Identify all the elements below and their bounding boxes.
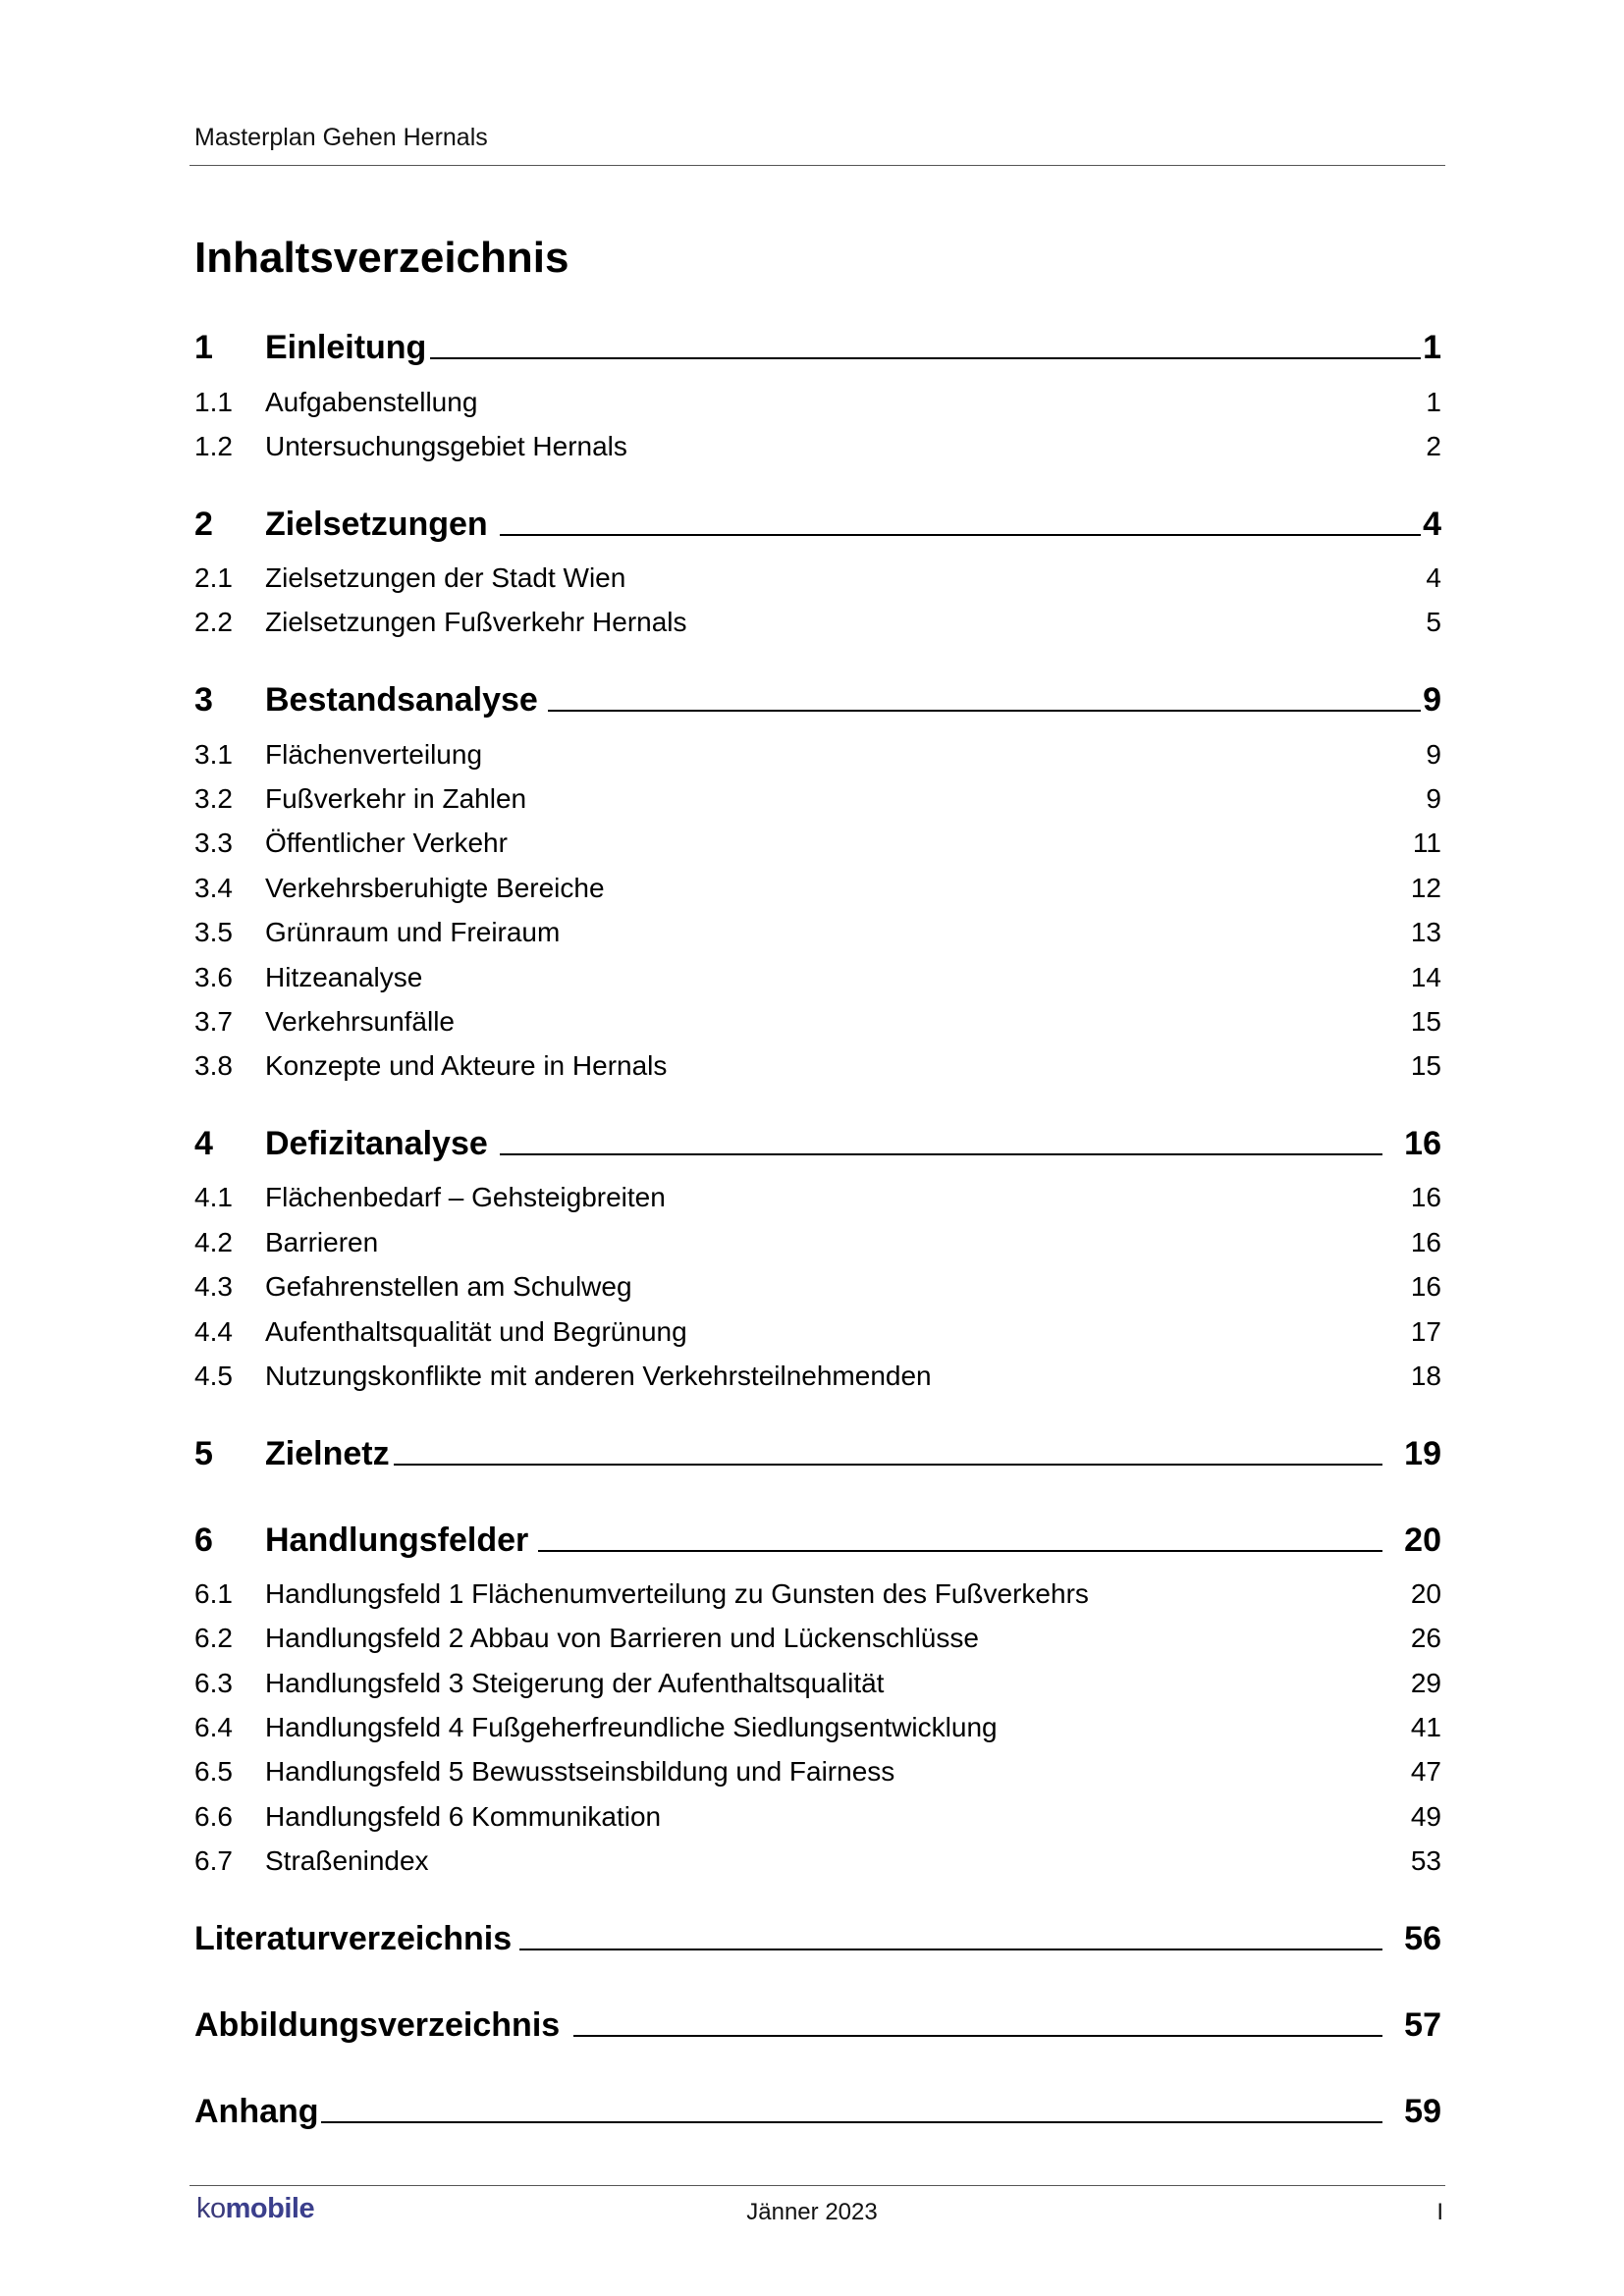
toc-entry-page: 12 [1410,873,1441,903]
toc-title: Inhaltsverzeichnis [194,234,569,282]
toc-entry-number: 1 [194,329,213,366]
toc-entry-page: 16 [1404,1125,1441,1162]
toc-entry-page: 56 [1404,1920,1441,1957]
toc-entry-label: Verkehrsberuhigte Bereiche [265,873,605,903]
toc-entry-page: 41 [1410,1712,1441,1742]
toc-section-entry[interactable] [194,1178,1441,1213]
toc-entry-page: 13 [1410,917,1441,947]
toc-entry-page: 20 [1410,1578,1441,1609]
toc-chapter-entry[interactable] [194,1428,1441,1473]
toc-entry-number: 4 [194,1125,213,1162]
toc-entry-page: 59 [1404,2093,1441,2130]
toc-chapter-entry[interactable] [194,2086,1441,2131]
toc-chapter-entry[interactable] [194,1515,1441,1560]
toc-entry-label: Aufgabenstellung [265,387,478,417]
toc-entry-page: 47 [1410,1756,1441,1787]
toc-entry-number: 3.8 [194,1050,233,1081]
toc-chapter-entry[interactable] [194,1118,1441,1163]
toc-section-entry[interactable] [194,958,1441,993]
toc-entry-page: 16 [1410,1182,1441,1212]
toc-entry-number: 6.7 [194,1845,233,1876]
toc-section-entry[interactable] [194,1312,1441,1348]
toc-leader-line [394,1464,1383,1466]
toc-entry-number: 1.1 [194,387,233,417]
toc-section-entry[interactable] [194,1575,1441,1610]
toc-entry-label: Handlungsfeld 2 Abbau von Barrieren und Lückenschlüsse [265,1623,979,1653]
toc-entry-page: 11 [1412,828,1441,858]
toc-section-entry[interactable] [194,779,1441,815]
toc-entry-label: Konzepte und Akteure in Hernals [265,1050,668,1081]
toc-entry-label: Anhang [194,2093,319,2130]
toc-entry-number: 2.2 [194,607,233,637]
toc-entry-page: 15 [1410,1006,1441,1037]
toc-section-entry[interactable] [194,1842,1441,1877]
toc-entry-label: Grünraum und Freiraum [265,917,561,947]
toc-leader-line [500,534,1421,536]
toc-entry-page: 20 [1404,1522,1441,1559]
toc-section-entry[interactable] [194,1267,1441,1303]
page-header-title: Masterplan Gehen Hernals [194,124,488,151]
toc-entry-page: 57 [1404,2006,1441,2044]
toc-entry-label: Defizitanalyse [265,1125,488,1162]
toc-entry-number: 6 [194,1522,213,1559]
toc-entry-number: 4.3 [194,1271,233,1302]
toc-section-entry[interactable] [194,1797,1441,1833]
logo-text-ko: ko [196,2193,226,2224]
toc-entry-page: 53 [1410,1845,1441,1876]
toc-entry-page: 2 [1426,431,1441,461]
toc-section-entry[interactable] [194,1357,1441,1392]
toc-section-entry[interactable] [194,735,1441,771]
toc-entry-label: Fußverkehr in Zahlen [265,783,527,814]
table-of-contents [194,0,1441,2296]
toc-section-entry[interactable] [194,1752,1441,1788]
toc-entry-page: 16 [1410,1271,1441,1302]
toc-entry-number: 3.3 [194,828,233,858]
toc-leader-line [500,1153,1382,1155]
toc-leader-line [519,1949,1382,1950]
toc-section-entry[interactable] [194,559,1441,594]
toc-section-entry[interactable] [194,1002,1441,1038]
toc-entry-page: 9 [1426,739,1441,770]
toc-entry-page: 9 [1426,783,1441,814]
toc-entry-number: 3.1 [194,739,233,770]
toc-entry-number: 3.6 [194,962,233,992]
toc-entry-label: Zielsetzungen der Stadt Wien [265,562,626,593]
toc-section-entry[interactable] [194,1046,1441,1082]
toc-entry-label: Handlungsfeld 1 Flächenumverteilung zu Gunsten des Fußverkehrs [265,1578,1089,1609]
toc-entry-label: Untersuchungsgebiet Hernals [265,431,627,461]
toc-entry-number: 6.2 [194,1623,233,1653]
toc-entry-page: 1 [1423,329,1441,366]
toc-entry-number: 4.5 [194,1361,233,1391]
toc-section-entry[interactable] [194,427,1441,462]
toc-entry-page: 18 [1410,1361,1441,1391]
toc-entry-label: Handlungsfeld 5 Bewusstseinsbildung und Fairness [265,1756,895,1787]
toc-leader-line [430,357,1421,359]
toc-entry-page: 49 [1410,1801,1441,1832]
toc-entry-number: 4.2 [194,1227,233,1257]
toc-entry-number: 3.5 [194,917,233,947]
toc-leader-line [548,710,1421,712]
toc-entry-page: 16 [1410,1227,1441,1257]
toc-entry-number: 6.3 [194,1668,233,1698]
footer-date: Jänner 2023 [746,2199,878,2225]
toc-leader-line [538,1550,1382,1552]
toc-entry-page: 9 [1423,681,1441,719]
toc-entry-page: 26 [1410,1623,1441,1653]
toc-entry-label: Zielnetz [265,1435,390,1472]
toc-entry-label: Handlungsfeld 6 Kommunikation [265,1801,662,1832]
toc-entry-number: 3 [194,681,213,719]
toc-entry-page: 4 [1423,506,1441,543]
toc-entry-number: 2.1 [194,562,233,593]
toc-entry-number: 1.2 [194,431,233,461]
toc-entry-number: 2 [194,506,213,543]
toc-entry-page: 17 [1410,1316,1441,1347]
toc-entry-number: 5 [194,1435,213,1472]
toc-entry-label: Hitzeanalyse [265,962,423,992]
toc-entry-number: 4.4 [194,1316,233,1347]
toc-entry-label: Literaturverzeichnis [194,1920,513,1957]
toc-entry-label: Aufenthaltsqualität und Begrünung [265,1316,687,1347]
toc-section-entry[interactable] [194,824,1441,859]
toc-entry-number: 6.5 [194,1756,233,1787]
toc-entry-number: 4.1 [194,1182,233,1212]
toc-entry-page: 29 [1410,1668,1441,1698]
toc-section-entry[interactable] [194,1664,1441,1699]
toc-entry-label: Nutzungskonflikte mit anderen Verkehrsteilnehmenden [265,1361,932,1391]
toc-section-entry[interactable] [194,603,1441,638]
toc-entry-page: 1 [1426,387,1441,417]
toc-leader-line [573,2035,1382,2037]
toc-entry-page: 19 [1404,1435,1441,1472]
toc-entry-number: 3.4 [194,873,233,903]
toc-chapter-entry[interactable] [194,499,1441,544]
footer-page-number: I [1436,2199,1443,2225]
toc-entry-page: 14 [1410,962,1441,992]
toc-leader-line [321,2121,1383,2123]
toc-entry-label: Verkehrsunfälle [265,1006,456,1037]
toc-entry-label: Straßenindex [265,1845,429,1876]
logo-text-mobile: mobile [225,2193,315,2224]
toc-entry-number: 6.1 [194,1578,233,1609]
toc-entry-label: Handlungsfeld 4 Fußgeherfreundliche Siedlungsentwicklung [265,1712,998,1742]
toc-entry-number: 3.2 [194,783,233,814]
toc-chapter-entry[interactable] [194,322,1441,367]
toc-entry-number: 6.4 [194,1712,233,1742]
toc-entry-label: Abbildungsverzeichnis [194,2006,561,2044]
toc-entry-page: 4 [1426,562,1441,593]
toc-chapter-entry[interactable] [194,1913,1441,1958]
toc-section-entry[interactable] [194,1223,1441,1258]
toc-entry-label: Flächenverteilung [265,739,483,770]
toc-entry-label: Handlungsfelder [265,1522,529,1559]
toc-section-entry[interactable] [194,1619,1441,1654]
toc-entry-label: Gefahrenstellen am Schulweg [265,1271,632,1302]
toc-section-entry[interactable] [194,913,1441,948]
footer-divider [189,2185,1445,2186]
toc-section-entry[interactable] [194,1708,1441,1743]
toc-section-entry[interactable] [194,869,1441,904]
toc-entry-label: Barrieren [265,1227,379,1257]
toc-entry-label: Flächenbedarf – Gehsteigbreiten [265,1182,666,1212]
toc-entry-page: 5 [1426,607,1441,637]
toc-entry-label: Zielsetzungen [265,506,488,543]
toc-entry-number: 6.6 [194,1801,233,1832]
toc-entry-label: Handlungsfeld 3 Steigerung der Aufenthaltsqualität [265,1668,885,1698]
toc-entry-number: 3.7 [194,1006,233,1037]
toc-entry-label: Bestandsanalyse [265,681,538,719]
toc-entry-label: Zielsetzungen Fußverkehr Hernals [265,607,687,637]
toc-entry-page: 15 [1410,1050,1441,1081]
toc-entry-label: Öffentlicher Verkehr [265,828,508,858]
toc-entry-label: Einleitung [265,329,427,366]
toc-chapter-entry[interactable] [194,2000,1441,2045]
toc-chapter-entry[interactable] [194,674,1441,720]
toc-section-entry[interactable] [194,383,1441,418]
